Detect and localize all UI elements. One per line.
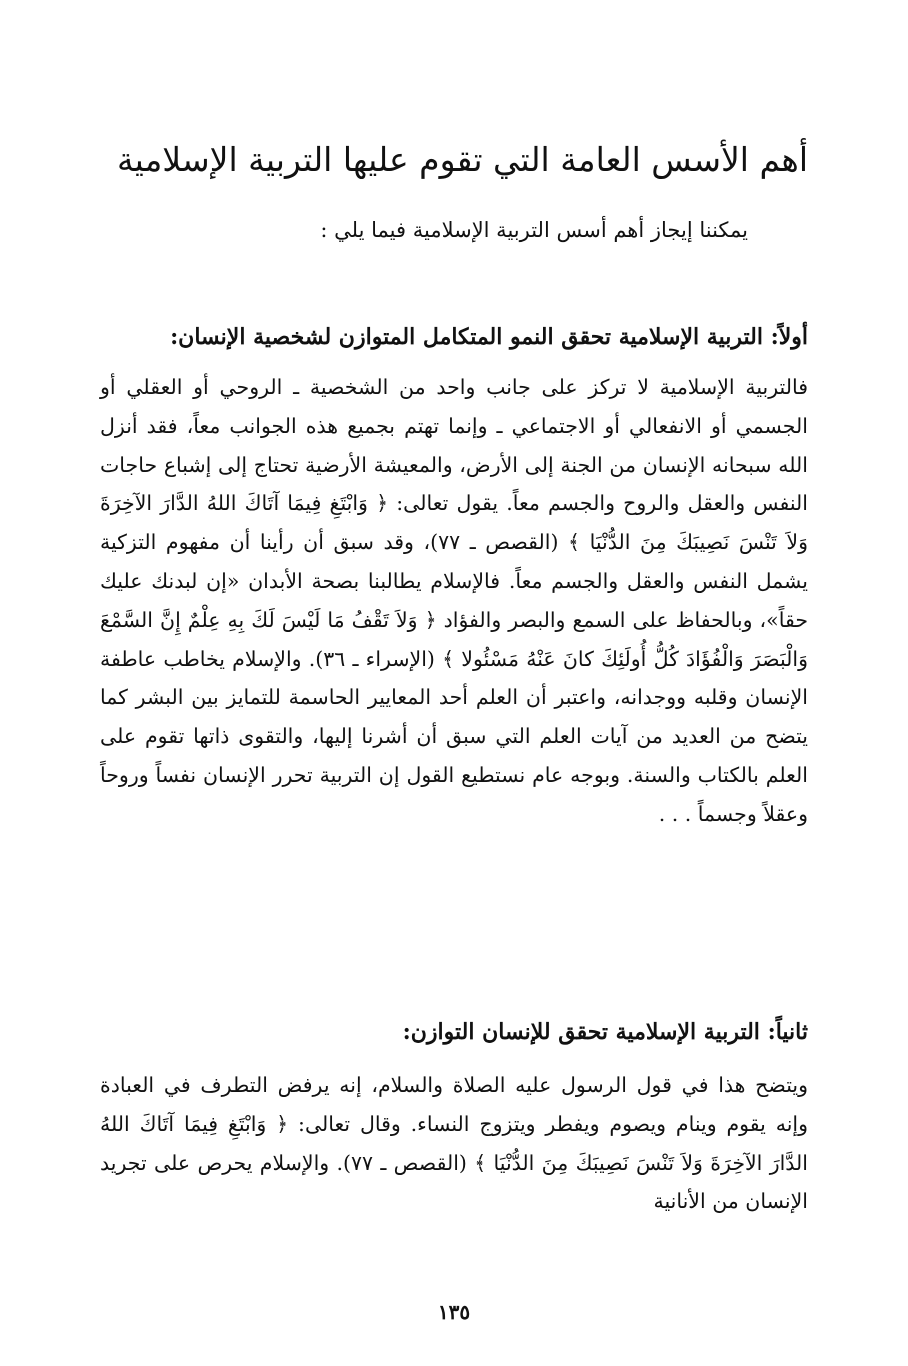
intro-line: يمكننا إيجاز أهم أسس التربية الإسلامية فيما يلي : (320, 218, 748, 242)
section-heading-1: أولاً: التربية الإسلامية تحقق النمو المتكامل المتوازن لشخصية الإنسان: (170, 324, 808, 350)
section-body-1: فالتربية الإسلامية لا تركز على جانب واحد من الشخصية ـ الروحي أو العقلي أو الجسمي أو الانفعالي أو الاجتماعي ـ وإنما تهتم بجميع هذه الجوانب معاً، فقد أنزل الله سبحانه الإنسان من الجنة إلى الأرض، والمعيشة الأرضية تحتاج إلى إشباع حاجات النفس والعقل والروح والجسم معاً. يقول تعالى: ﴿ وَابْتَغِ فِيمَا آتَاكَ اللهُ الدَّارَ الآخِرَةَ وَلاَ تَنْسَ نَصِيبَكَ مِنَ الدُّنْيَا ﴾ (القصص ـ ٧٧)، وقد سبق أن رأينا أن مفهوم التزكية يشمل النفس والعقل والجسم معاً. فالإسلام يطالبنا بصحة الأبدان «إن لبدنك عليك حقاً»، وبالحفاظ على السمع والبصر والفؤاد ﴿ وَلاَ تَقْفُ مَا لَيْسَ لَكَ بِهِ عِلْمٌ إِنَّ السَّمْعَ وَالْبَصَرَ وَالْفُؤَادَ كُلُّ أُولَئِكَ كانَ عَنْهُ مَسْئُولا ﴾ (الإسراء ـ ٣٦). والإسلام يخاطب عاطفة الإنسان وقلبه ووجدانه، واعتبر أن العلم أحد المعايير الحاسمة للتمايز بين البشر كما يتضح من العديد من آيات العلم التي سبق أن أشرنا إليها، والتقوى ذاتها تقوم على العلم بالكتاب والسنة. وبوجه عام نستطيع القول إن التربية تحرر الإنسان نفساً وروحاً وعقلاً وجسماً . . . (100, 375, 808, 826)
page-title: أهم الأسس العامة التي تقوم عليها التربية الإسلامية (116, 140, 808, 179)
page-number: ١٣٥ (437, 1300, 471, 1324)
section-body-2: ويتضح هذا في قول الرسول عليه الصلاة والسلام، إنه يرفض التطرف في العبادة وإنه يقوم وينام ويصوم ويفطر ويتزوج النساء. وقال تعالى: ﴿ وَابْتَغِ فِيمَا آتَاكَ اللهُ الدَّارَ الآخِرَةَ وَلاَ تَنْسَ نَصِيبَكَ مِنَ الدُّنْيَا ﴾ (القصص ـ ٧٧). والإسلام يحرص على تجريد الإنسان من الأنانية (100, 1073, 808, 1214)
section-heading-2: ثانياً: التربية الإسلامية تحقق للإنسان التوازن: (402, 1019, 808, 1045)
